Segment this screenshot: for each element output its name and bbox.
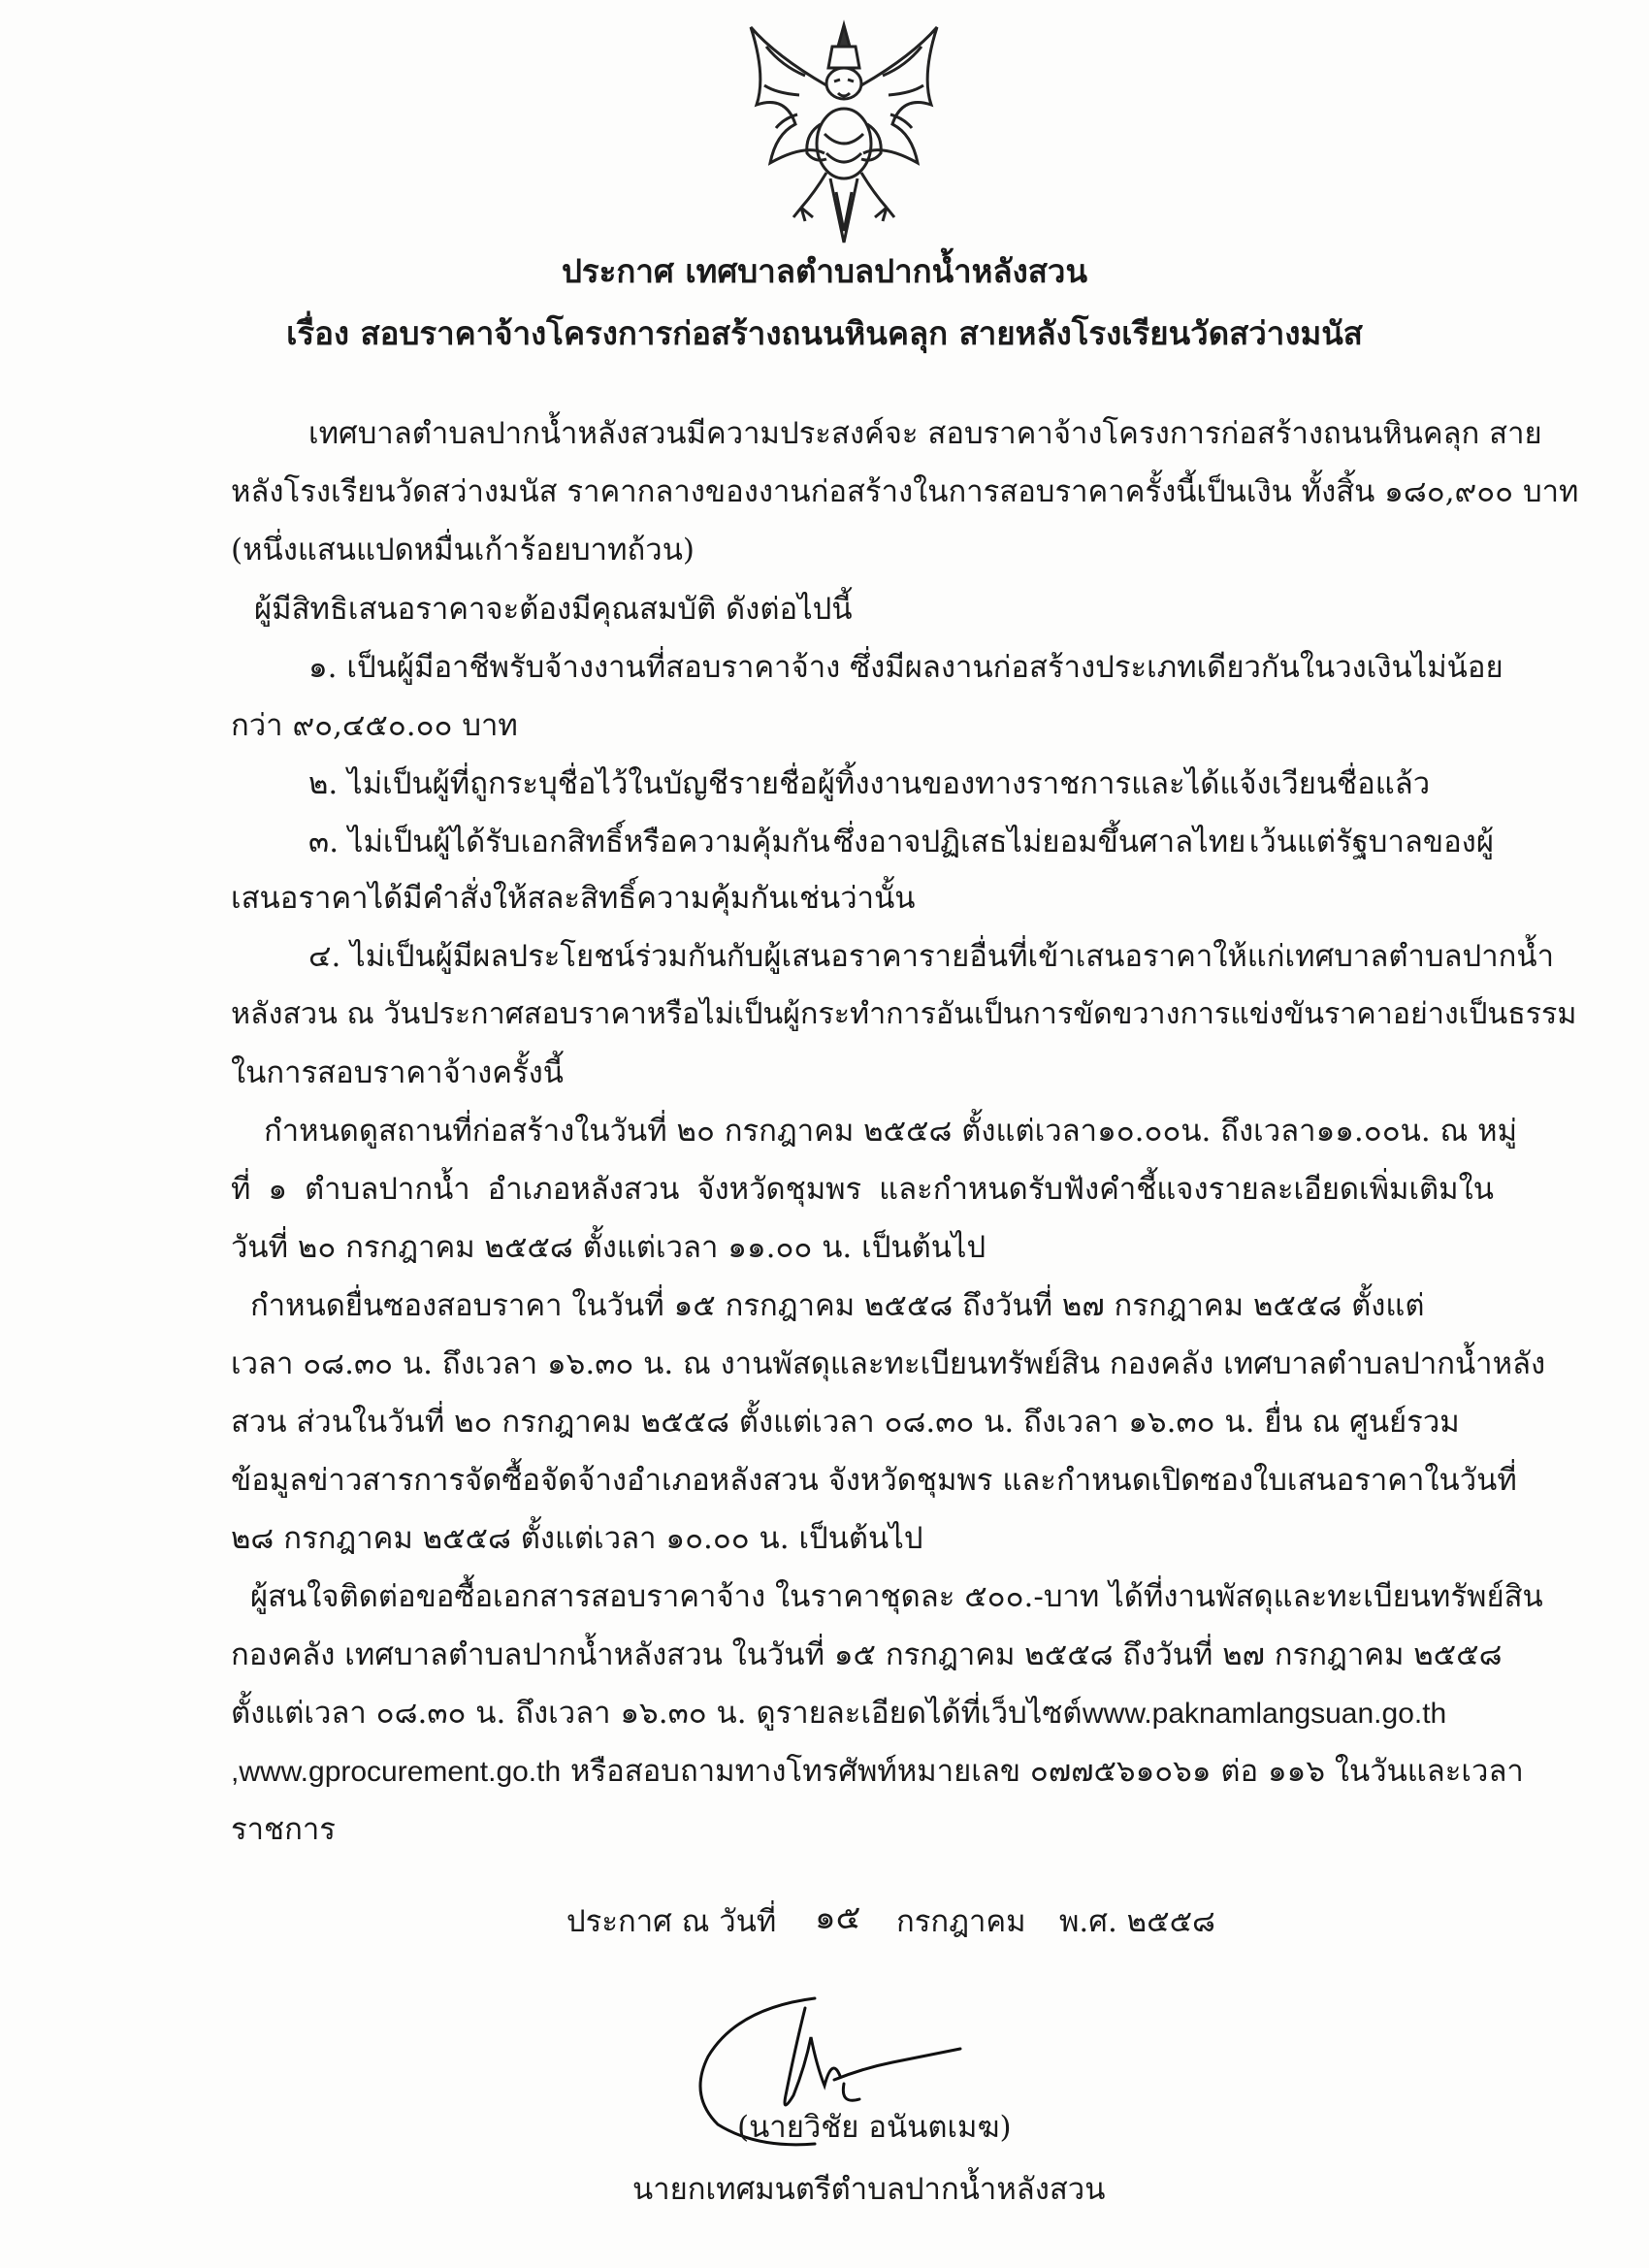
document-purchase-line-1: ผู้สนใจติดต่อขอซื้อเอกสารสอบราคาจ้าง ในราคาชุดละ ๕๐๐.-บาท ได้ที่งานพัสดุและทะเบียนทรัพย์สิน <box>250 1579 1543 1614</box>
site-visit-text: อำเภอหลังสวน <box>487 1172 680 1207</box>
qualification-text: ๓. ไม่เป็นผู้ได้รับเอกสิทธิ์หรือความคุ้มกัน <box>308 825 830 859</box>
announcement-subject: เรื่อง สอบราคาจ้างโครงการก่อสร้างถนนหินคลุก สายหลังโรงเรียนวัดสว่างมนัส <box>286 314 1363 352</box>
bid-submission-line-3: สวน ส่วนในวันที่ ๒๐ กรกฎาคม ๒๕๕๘ ตั้งแต่เวลา ๐๘.๓๐ น. ถึงเวลา ๑๖.๓๐ น. ยื่น ณ ศูนย์รวม <box>231 1405 1460 1440</box>
paragraph-intro-line-2: หลังโรงเรียนวัดสว่างมนัส ราคากลางของงานก่อสร้างในการสอบราคาครั้งนี้เป็นเงิน ทั้งสิ้น ๑๘๐,๙๐๐ บาท <box>231 474 1579 509</box>
website-link-gprocurement[interactable]: ,www.gprocurement.go.th <box>231 1756 562 1788</box>
site-visit-text: ตำบลปากน้ำ <box>305 1172 470 1207</box>
bid-submission-line-4: ข้อมูลข่าวสารการจัดซื้อจัดจ้างอำเภอหลังสวน จังหวัดชุมพร และกำหนดเปิดซองใบเสนอราคาในวันที่ <box>231 1463 1517 1498</box>
qualification-text: ๑. เป็นผู้มีอาชีพรับจ้างงานที่สอบราคาจ้าง ซึ่งมีผลงานก่อสร้างประเภทเดียวกัน <box>308 650 1300 685</box>
site-visit-text: ที่ <box>231 1172 251 1207</box>
site-visit-text: จังหวัดชุมพร <box>696 1172 862 1207</box>
signer-position: นายกเทศมนตรีตำบลปากน้ำหลังสวน <box>632 2172 1106 2207</box>
qualification-text: เว้นแต่รัฐบาลของผู้ <box>1248 825 1494 859</box>
document-purchase-line-5: ราชการ <box>231 1812 336 1847</box>
qualification-3-line-1 <box>308 822 1494 862</box>
paragraph-intro-line-1 <box>308 413 1542 454</box>
site-visit-line-2 <box>231 1169 1494 1210</box>
site-visit-line-1: กำหนดดูสถานที่ก่อสร้างในวันที่ ๒๐ กรกฎาคม ๒๕๕๘ ตั้งแต่เวลา๑๐.๐๐น. ถึงเวลา๑๑.๐๐น. ณ หมู่ <box>264 1114 1518 1149</box>
qualification-2: ๒. ไม่เป็นผู้ที่ถูกระบุชื่อไว้ในบัญชีรายชื่อผู้ทิ้งงานของทางราชการและได้แจ้งเวียนชื่อแล้ว <box>308 766 1431 801</box>
announcement-date-year: พ.ศ. ๒๕๕๘ <box>1059 1904 1215 1939</box>
document-purchase-text: หรือสอบถามทางโทรศัพท์หมายเลข ๐๗๗๕๖๑๐๖๑ ต่อ ๑๑๖ ในวันและเวลา <box>570 1754 1524 1789</box>
document-purchase-line-3: ตั้งแต่เวลา ๐๘.๓๐ น. ถึงเวลา ๑๖.๓๐ น. ดูรายละเอียดได้ที่เว็บไซต์ <box>231 1696 1083 1731</box>
qualification-3-line-2: เสนอราคาได้มีคำสั่งให้สละสิทธิ์ความคุ้มกันเช่นว่านั้น <box>231 881 916 916</box>
qualification-heading: ผู้มีสิทธิเสนอราคาจะต้องมีคุณสมบัติ ดังต่อไปนี้ <box>254 592 853 627</box>
announcement-title: ประกาศ เทศบาลตำบลปากน้ำหลังสวน <box>561 252 1088 290</box>
bid-submission-line-1: กำหนดยื่นซองสอบราคา ในวันที่ ๑๕ กรกฎาคม ๒๕๕๘ ถึงวันที่ ๒๗ กรกฎาคม ๒๕๕๘ ตั้งแต่ <box>250 1288 1425 1323</box>
site-visit-text: ๑ <box>268 1172 288 1207</box>
garuda-emblem-icon <box>737 17 951 250</box>
site-visit-text: และกำหนดรับฟังคำชี้แจงรายละเอียดเพิ่มเติมใน <box>879 1172 1494 1207</box>
qualification-4-line-2: หลังสวน ณ วันประกาศสอบราคาหรือไม่เป็นผู้กระทำการอันเป็นการขัดขวางการแข่งขันราคาอย่างเป็นธรรม <box>231 997 1577 1031</box>
qualification-1-line-1 <box>308 647 1504 688</box>
website-link-paknamlangsuan[interactable]: www.paknamlangsuan.go.th <box>1083 1698 1447 1730</box>
qualification-text: ซึ่งอาจปฏิเสธไม่ยอมขึ้นศาลไทย <box>833 825 1246 859</box>
paragraph-text: เทศบาลตำบลปากน้ำหลังสวนมีความประสงค์จะ สอบราคาจ้างโครงการก่อสร้างถนนหินคลุก สาย <box>308 416 1542 451</box>
qualification-text: ในวงเงินไม่น้อย <box>1299 650 1504 685</box>
paragraph-intro-line-3: (หนึ่งแสนแปดหมื่นเก้าร้อยบาทถ้วน) <box>231 533 695 567</box>
bid-submission-line-5: ๒๘ กรกฎาคม ๒๕๕๘ ตั้งแต่เวลา ๑๐.๐๐ น. เป็นต้นไป <box>231 1521 923 1556</box>
announcement-date-month: กรกฎาคม <box>896 1904 1026 1939</box>
announcement-date-prefix: ประกาศ ณ วันที่ <box>566 1904 777 1939</box>
qualification-1-line-2: กว่า ๙๐,๔๕๐.๐๐ บาท <box>231 708 518 743</box>
announcement-date-day: ๑๕ <box>815 1898 861 1937</box>
qualification-4-line-3: ในการสอบราคาจ้างครั้งนี้ <box>231 1055 564 1090</box>
signer-name: (นายวิชัย อนันตเมฆ) <box>737 2110 1012 2145</box>
document-purchase-line-2: กองคลัง เทศบาลตำบลปากน้ำหลังสวน ในวันที่ ๑๕ กรกฎาคม ๒๕๕๘ ถึงวันที่ ๒๗ กรกฎาคม ๒๕๕๘ <box>231 1637 1503 1672</box>
site-visit-line-3: วันที่ ๒๐ กรกฎาคม ๒๕๕๘ ตั้งแต่เวลา ๑๑.๐๐ น. เป็นต้นไป <box>231 1230 986 1265</box>
document-purchase-line-4 <box>231 1751 1524 1793</box>
qualification-4-line-1: ๔. ไม่เป็นผู้มีผลประโยชน์ร่วมกันกับผู้เสนอราคารายอื่นที่เข้าเสนอราคาให้แก่เทศบาลตำบลปากน้ำ <box>308 939 1555 974</box>
bid-submission-line-2: เวลา ๐๘.๓๐ น. ถึงเวลา ๑๖.๓๐ น. ณ งานพัสดุและทะเบียนทรัพย์สิน กองคลัง เทศบาลตำบลปากน้ำหลัง <box>231 1346 1546 1381</box>
